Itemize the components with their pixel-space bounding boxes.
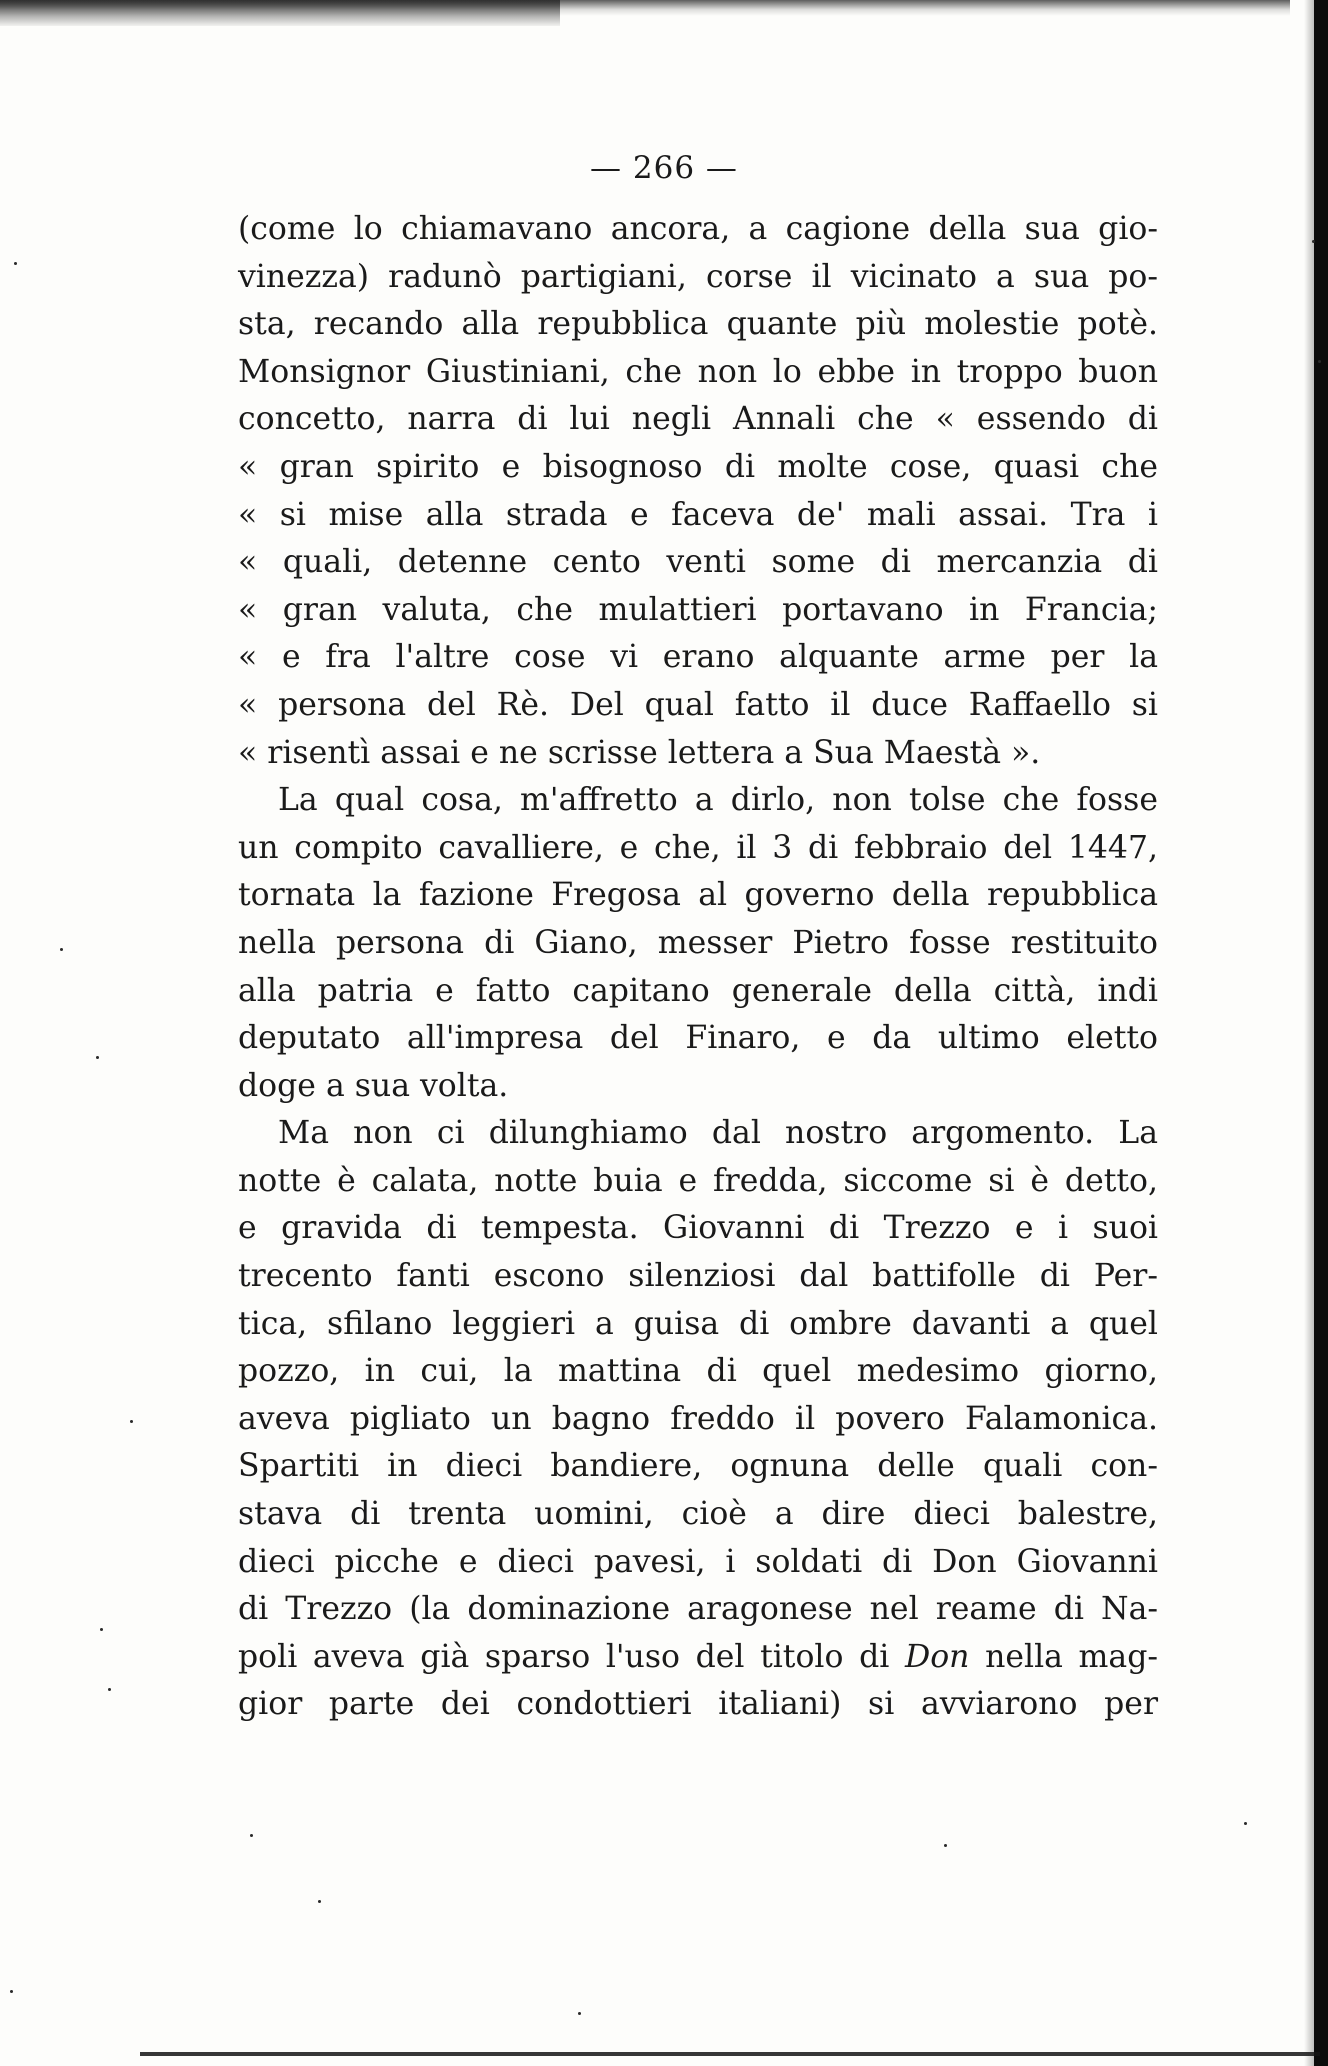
text-line: « si mise alla strada e faceva de' mali assai. Tra i	[238, 496, 1158, 533]
text-line-head: poli aveva già sparso l'uso del titolo di	[238, 1638, 890, 1675]
text-line: « quali, detenne cento venti some di mercanzia di	[238, 544, 1158, 581]
text-line: deputato all'impresa del Finaro, e da ultimo eletto	[238, 1020, 1158, 1057]
dust-speck	[14, 262, 17, 265]
dust-speck	[100, 1628, 103, 1631]
page-number: — 266 —	[590, 150, 738, 186]
text-line-tail: nella mag-	[969, 1638, 1159, 1675]
dust-speck	[96, 1056, 99, 1059]
text-line: (come lo chiamavano ancora, a cagione della sua gio-	[238, 211, 1158, 247]
text-line: Ma non ci dilunghiamo dal nostro argomento. La	[278, 1115, 1158, 1152]
dust-speck	[250, 1834, 253, 1837]
text-line: Monsignor Giustiniani, che non lo ebbe in troppo buon	[238, 353, 1158, 390]
text-line: concetto, narra di lui negli Annali che « essendo di	[238, 401, 1158, 438]
scan-right-edge	[1314, 0, 1328, 2066]
text-line: nella persona di Giano, messer Pietro fosse restituito	[238, 924, 1158, 961]
text-line: tica, sfilano leggieri a guisa di ombre davanti a quel	[238, 1305, 1158, 1342]
text-line: un compito cavalliere, e che, il 3 di febbraio del 1447,	[238, 829, 1158, 866]
text-line: « gran spirito e bisognoso di molte cose, quasi che	[238, 448, 1158, 485]
dust-speck	[1318, 360, 1321, 363]
body-text	[238, 206, 1158, 1729]
text-line: vinezza) radunò partigiani, corse il vicinato a sua po-	[238, 258, 1158, 295]
text-line: tornata la fazione Fregosa al governo della repubblica	[238, 877, 1158, 914]
text-line: Spartiti in dieci bandiere, ognuna delle quali con-	[238, 1448, 1158, 1485]
dust-speck	[108, 1688, 111, 1691]
text-line: doge a sua volta.	[238, 1067, 509, 1104]
text-line: « gran valuta, che mulattieri portavano in Francia;	[238, 591, 1158, 628]
text-line: « e fra l'altre cose vi erano alquante arme per la	[238, 639, 1158, 676]
text-line: dieci picche e dieci pavesi, i soldati di Don Giovanni	[238, 1543, 1158, 1580]
dust-speck	[944, 1844, 947, 1847]
dust-speck	[1244, 1822, 1247, 1825]
text-line: di Trezzo (la dominazione aragonese nel reame di Na-	[238, 1591, 1158, 1628]
text-line-with-italic	[238, 1634, 1158, 1682]
italic-word: Don	[904, 1638, 970, 1675]
dust-speck	[578, 2012, 581, 2015]
text-line: e gravida di tempesta. Giovanni di Trezzo e i suoi	[238, 1210, 1158, 1247]
text-line: trecento fanti escono silenziosi dal battifolle di Per-	[238, 1258, 1158, 1295]
dust-speck	[318, 1900, 321, 1903]
dust-speck	[130, 1420, 133, 1423]
text-line: aveva pigliato un bagno freddo il povero Falamonica.	[238, 1400, 1158, 1437]
dust-speck	[10, 1990, 13, 1993]
text-line: « risentì assai e ne scrisse lettera a Sua Maestà ».	[238, 734, 1041, 771]
text-line: pozzo, in cui, la mattina di quel medesimo giorno,	[238, 1353, 1158, 1390]
scan-bottom-edge	[140, 2052, 1320, 2056]
text-line: « persona del Rè. Del qual fatto il duce Raffaello si	[238, 686, 1158, 723]
text-line: La qual cosa, m'affretto a dirlo, non tolse che fosse	[278, 782, 1158, 819]
scan-right-shadow	[1304, 0, 1314, 2066]
text-line: notte è calata, notte buia e fredda, siccome si è detto,	[238, 1162, 1158, 1199]
text-line: alla patria e fatto capitano generale della città, indi	[238, 972, 1158, 1009]
text-line: sta, recando alla repubblica quante più molestie potè.	[238, 306, 1158, 343]
dust-speck	[60, 948, 63, 951]
scan-top-edge	[0, 0, 1290, 16]
text-line: gior parte dei condottieri italiani) si avviarono per	[238, 1686, 1158, 1723]
dust-speck	[1312, 240, 1315, 243]
text-line: stava di trenta uomini, cioè a dire dieci balestre,	[238, 1496, 1158, 1533]
